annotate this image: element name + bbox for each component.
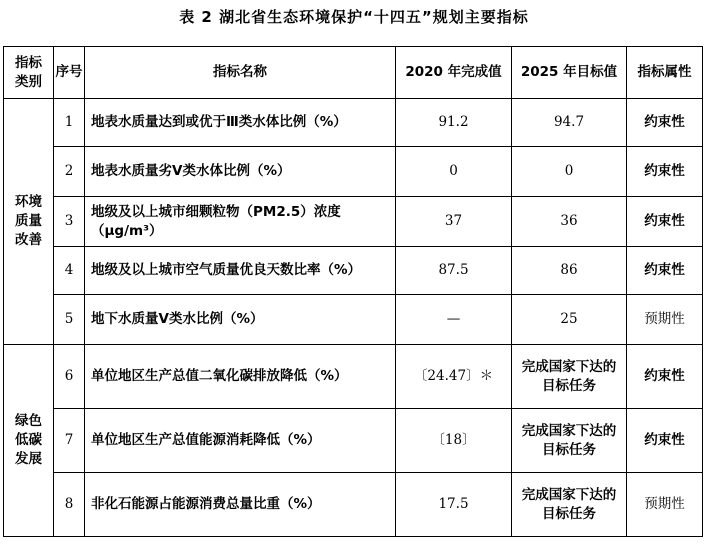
table-title: 表 2 湖北省生态环境保护“十四五”规划主要指标 <box>179 8 529 26</box>
value-2020: 87.5 <box>396 247 512 295</box>
header-no: 序号 <box>54 47 85 99</box>
value-2020: — <box>396 295 512 345</box>
value-2025: 完成国家下达的目标任务 <box>512 409 627 473</box>
indicators-table <box>3 46 703 537</box>
indicator-attribute: 预期性 <box>627 295 703 345</box>
value-2025: 完成国家下达的目标任务 <box>512 345 627 409</box>
table-row <box>4 295 703 345</box>
value-2020: 17.5 <box>396 473 512 537</box>
table-row <box>4 409 703 473</box>
table-row <box>4 473 703 537</box>
value-2020: 〔18〕 <box>396 409 512 473</box>
category-cell: 绿色低碳发展 <box>4 345 54 537</box>
value-2020: 37 <box>396 197 512 247</box>
header-2020: 2020 年完成值 <box>396 47 512 99</box>
row-number: 7 <box>54 409 85 473</box>
header-2025: 2025 年目标值 <box>512 47 627 99</box>
value-2025: 0 <box>512 147 627 197</box>
header-name: 指标名称 <box>85 47 396 99</box>
row-number: 8 <box>54 473 85 537</box>
row-number: 2 <box>54 147 85 197</box>
indicator-attribute: 约束性 <box>627 409 703 473</box>
row-number: 6 <box>54 345 85 409</box>
indicator-attribute: 约束性 <box>627 247 703 295</box>
row-number: 3 <box>54 197 85 247</box>
header-category: 指标类别 <box>4 47 54 99</box>
category-cell: 环境质量改善 <box>4 99 54 345</box>
indicator-attribute: 约束性 <box>627 99 703 147</box>
indicator-name: 非化石能源占能源消费总量比重（%） <box>85 473 396 537</box>
value-2025: 36 <box>512 197 627 247</box>
value-2020: 91.2 <box>396 99 512 147</box>
indicator-name: 地表水质量达到或优于Ⅲ类水体比例（%） <box>85 99 396 147</box>
row-number: 4 <box>54 247 85 295</box>
indicator-name: 单位地区生产总值能源消耗降低（%） <box>85 409 396 473</box>
indicator-attribute: 约束性 <box>627 197 703 247</box>
value-2025: 86 <box>512 247 627 295</box>
header-attr: 指标属性 <box>627 47 703 99</box>
indicator-name: 地表水质量劣Ⅴ类水体比例（%） <box>85 147 396 197</box>
table-row <box>4 345 703 409</box>
indicator-name: 地下水质量Ⅴ类水比例（%） <box>85 295 396 345</box>
row-number: 1 <box>54 99 85 147</box>
indicator-name: 地级及以上城市空气质量优良天数比率（%） <box>85 247 396 295</box>
row-number: 5 <box>54 295 85 345</box>
indicator-name: 单位地区生产总值二氧化碳排放降低（%） <box>85 345 396 409</box>
value-2025: 25 <box>512 295 627 345</box>
value-2025: 94.7 <box>512 99 627 147</box>
value-2025: 完成国家下达的目标任务 <box>512 473 627 537</box>
table-row <box>4 99 703 147</box>
indicator-attribute: 约束性 <box>627 345 703 409</box>
indicator-name: 地级及以上城市细颗粒物（PM2.5）浓度（μg/m³） <box>85 197 396 247</box>
table-row <box>4 147 703 197</box>
value-2020: 〔24.47〕＊ <box>396 345 512 409</box>
table-row <box>4 197 703 247</box>
indicator-attribute: 约束性 <box>627 147 703 197</box>
table-row <box>4 247 703 295</box>
value-2020: 0 <box>396 147 512 197</box>
indicator-attribute: 预期性 <box>627 473 703 537</box>
